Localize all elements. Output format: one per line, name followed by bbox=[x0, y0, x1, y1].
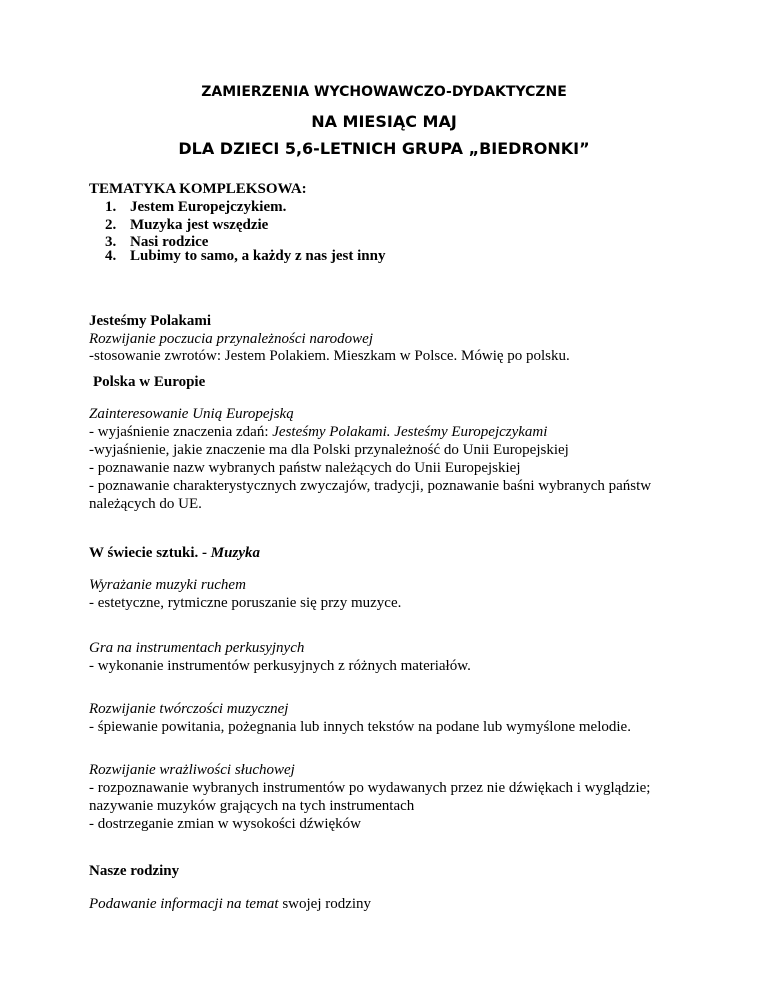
section-goal: Rozwijanie poczucia przynależności narodowej bbox=[89, 331, 374, 347]
goal-rest: swojej rodziny bbox=[278, 896, 372, 912]
heading-main: W świecie sztuki. - bbox=[89, 545, 211, 561]
section-heading: Polska w Europie bbox=[93, 374, 206, 390]
goal-italic: Podawanie informacji na temat bbox=[89, 896, 279, 912]
tematyka-item bbox=[105, 247, 385, 265]
section-point: -wyjaśnienie, jakie znaczenie ma dla Polski przynależność do Unii Europejskiej bbox=[89, 442, 569, 458]
title-line-1: ZAMIERZENIA WYCHOWAWCZO-DYDAKTYCZNE bbox=[201, 84, 567, 100]
section-goal: Zainteresowanie Unią Europejską bbox=[89, 406, 294, 422]
section-point bbox=[89, 423, 547, 441]
section-point: - poznawanie charakterystycznych zwyczajów, tradycji, poznawanie baśni wybranych państw bbox=[89, 478, 652, 494]
section-point: należących do UE. bbox=[89, 496, 202, 512]
section-point: - estetyczne, rytmiczne poruszanie się przy muzyce. bbox=[89, 595, 402, 611]
section-point: -stosowanie zwrotów: Jestem Polakiem. Mieszkam w Polsce. Mówię po polsku. bbox=[89, 348, 570, 364]
section-point: - rozpoznawanie wybranych instrumentów po wydawanych przez nie dźwiękach i wyglądzie; bbox=[89, 780, 651, 796]
point-prefix: - wyjaśnienie znaczenia zdań: bbox=[89, 424, 273, 440]
section-point: - wykonanie instrumentów perkusyjnych z różnych materiałów. bbox=[89, 658, 471, 674]
section-point: nazywanie muzyków grających na tych instrumentach bbox=[89, 798, 415, 814]
tematyka-heading: TEMATYKA KOMPLEKSOWA: bbox=[89, 181, 307, 197]
section-goal: Rozwijanie wrażliwości słuchowej bbox=[89, 762, 295, 778]
section-heading bbox=[89, 544, 260, 562]
section-goal: Rozwijanie twórczości muzycznej bbox=[89, 701, 289, 717]
tematyka-item bbox=[105, 198, 286, 216]
section-heading: Jesteśmy Polakami bbox=[89, 313, 212, 329]
section-point: - poznawanie nazw wybranych państw należących do Unii Europejskiej bbox=[89, 460, 521, 476]
item-text: Jestem Europejczykiem. bbox=[130, 199, 287, 215]
item-number: 4. bbox=[105, 248, 117, 264]
section-goal bbox=[89, 895, 371, 913]
section-goal: Gra na instrumentach perkusyjnych bbox=[89, 640, 305, 656]
item-text: Nasi rodzice bbox=[130, 234, 209, 250]
item-text: Lubimy to samo, a każdy z nas jest inny bbox=[130, 248, 386, 264]
item-number: 2. bbox=[105, 217, 117, 233]
section-goal: Wyrażanie muzyki ruchem bbox=[89, 577, 246, 593]
point-quote: Jesteśmy Polakami. Jesteśmy Europejczykami bbox=[272, 424, 548, 440]
item-number: 3. bbox=[105, 234, 117, 250]
section-point: - dostrzeganie zmian w wysokości dźwięków bbox=[89, 816, 362, 832]
title-line-2: NA MIESIĄC MAJ bbox=[311, 112, 457, 131]
item-text: Muzyka jest wszędzie bbox=[130, 217, 269, 233]
title-line-3: DLA DZIECI 5,6-LETNICH GRUPA „BIEDRONKI” bbox=[178, 139, 590, 158]
heading-sub: Muzyka bbox=[210, 545, 260, 561]
item-number: 1. bbox=[105, 199, 117, 215]
section-point: - śpiewanie powitania, pożegnania lub innych tekstów na podane lub wymyślone melodie. bbox=[89, 719, 631, 735]
section-heading: Nasze rodziny bbox=[89, 863, 180, 879]
tematyka-item bbox=[105, 216, 268, 234]
